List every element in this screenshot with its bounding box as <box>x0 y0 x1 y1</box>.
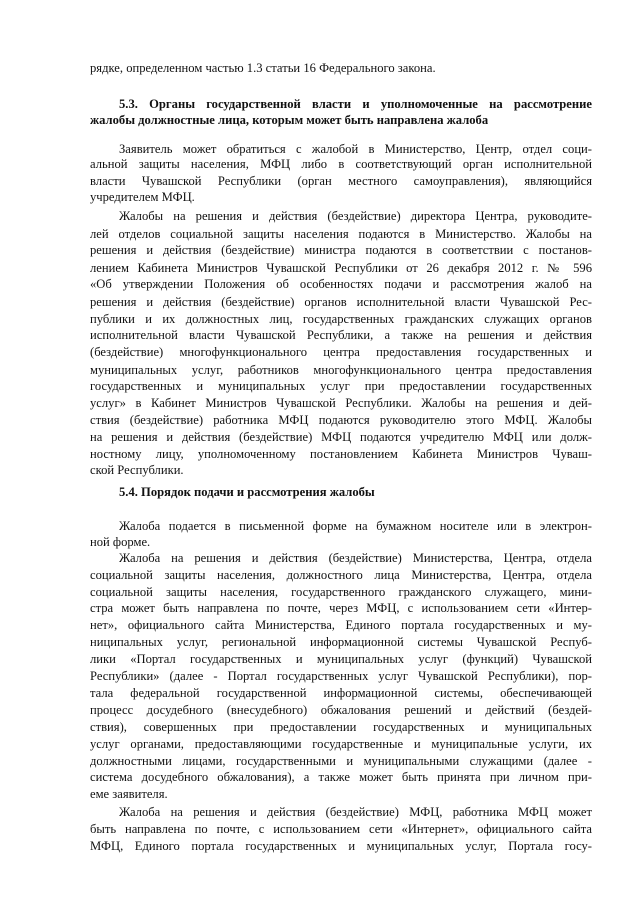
paragraph-line: нет», официального сайта Министерства, Единого портала государственных и му- <box>90 618 592 632</box>
section-heading-5-4: 5.4. Порядок подачи и рассмотрения жалобы <box>119 485 375 499</box>
paragraph-line: МФЦ, Единого портала государственных и муниципальных услуг, Портала госу- <box>90 839 592 853</box>
paragraph-line: Жалобы на решения и действия (бездействие) директора Центра, руководите- <box>119 209 592 223</box>
text-line: рядке, определенном частью 1.3 статьи 16 Федерального закона. <box>90 61 436 75</box>
paragraph-line: социальной защиты населения, государственного гражданского служащего, мини- <box>90 585 592 599</box>
paragraph-line: ствия), совершенных при предоставлении государственных и муниципальных <box>90 720 592 734</box>
paragraph-line: власти Чувашской Республики (орган местного самоуправления), являющийся <box>90 174 592 188</box>
section-heading-5-3-cont: жалобы должностные лица, которым может быть направлена жалоба <box>90 113 489 127</box>
paragraph-line: ствия (бездействие) работника МФЦ подаются руководителю этого МФЦ. Жалобы <box>90 413 592 427</box>
paragraph-line: быть направлена по почте, с использованием сети «Интернет», официального сайта <box>90 822 592 836</box>
paragraph-line: ной форме. <box>90 535 151 549</box>
paragraph-line: стра может быть направлена по почте, через МФЦ, с использованием сети «Интер- <box>90 601 592 615</box>
paragraph-line: лей отделов социальной защиты населения подаются в Министерство. Жалобы на <box>90 227 592 241</box>
paragraph-line: «Об утверждении Положения об особенностях подачи и рассмотрения жалоб на <box>90 277 592 291</box>
paragraph-line: социальной защиты населения, должностного лица Министерства, Центра, отдела <box>90 568 592 582</box>
section-heading-5-3: 5.3. Органы государственной власти и уполномоченные на рассмотрение <box>119 97 592 111</box>
paragraph-line: система досудебного обжалования), а также может быть принята при личном при- <box>90 770 592 784</box>
paragraph-line: Заявитель может обратиться с жалобой в Министерство, Центр, отдел соци- <box>119 142 592 156</box>
paragraph-line: исполнительной власти Чувашской Республики, а также на решения и действия <box>90 328 592 342</box>
paragraph-line: лением Кабинета Министров Чувашской Республики от 26 декабря 2012 г. № 596 <box>90 261 592 275</box>
paragraph-line: решения и действия (бездействие) министра подаются в соответствии с постанов- <box>90 243 592 257</box>
paragraph-line: ностному лицу, уполномоченному постановлением Кабинета Министров Чуваш- <box>90 447 592 461</box>
paragraph-line: должностными лицами, государственными и муниципальными служащими (далее - <box>90 754 592 768</box>
paragraph-line: Жалоба на решения и действия (бездействие) Министерства, Центра, отдела <box>119 551 592 565</box>
paragraph-line: Жалоба подается в письменной форме на бумажном носителе или в электрон- <box>119 519 592 533</box>
paragraph-line: ской Республики. <box>90 463 184 477</box>
paragraph-line: лики «Портал государственных и муниципальных услуг (функций) Чувашской <box>90 652 592 666</box>
paragraph-line: учредителем МФЦ. <box>90 190 195 204</box>
paragraph-line: решения и действия (бездействие) органов исполнительной власти Чувашской Рес- <box>90 295 592 309</box>
paragraph-line: услуг» в Кабинет Министров Чувашской Республики. Жалобы на решения и дей- <box>90 396 592 410</box>
paragraph-line: на решения и действия (бездействие) МФЦ подаются учредителю МФЦ или долж- <box>90 430 592 444</box>
paragraph-line: Жалоба на решения и действия (бездействие) МФЦ, работника МФЦ может <box>119 805 592 819</box>
paragraph-line: еме заявителя. <box>90 787 168 801</box>
paragraph-line: услуг органами, предоставляющими государственные и муниципальные услуги, их <box>90 737 592 751</box>
paragraph-line: тала федеральной государственной информационной системы, обеспечивающей <box>90 686 592 700</box>
paragraph-line: Республики» (далее - Портал государственных услуг Чувашской Республики), пор- <box>90 669 592 683</box>
paragraph-line: (бездействие) многофункционального центра предоставления государственных и <box>90 345 592 359</box>
paragraph-line: альной защиты населения, МФЦ либо в соответствующий орган исполнительной <box>90 157 592 171</box>
paragraph-line: ниципальных услуг, региональной информационной системы Чувашской Респуб- <box>90 635 592 649</box>
paragraph-line: публики и их должностных лиц, государственных гражданских служащих органов <box>90 312 592 326</box>
paragraph-line: государственных и муниципальных услуг при предоставлении государственных <box>90 379 592 393</box>
paragraph-line: муниципальных услуг, работников многофункционального центра предоставления <box>90 363 592 377</box>
paragraph-line: процесс досудебного (внесудебного) обжалования решений и действий (бездей- <box>90 703 592 717</box>
